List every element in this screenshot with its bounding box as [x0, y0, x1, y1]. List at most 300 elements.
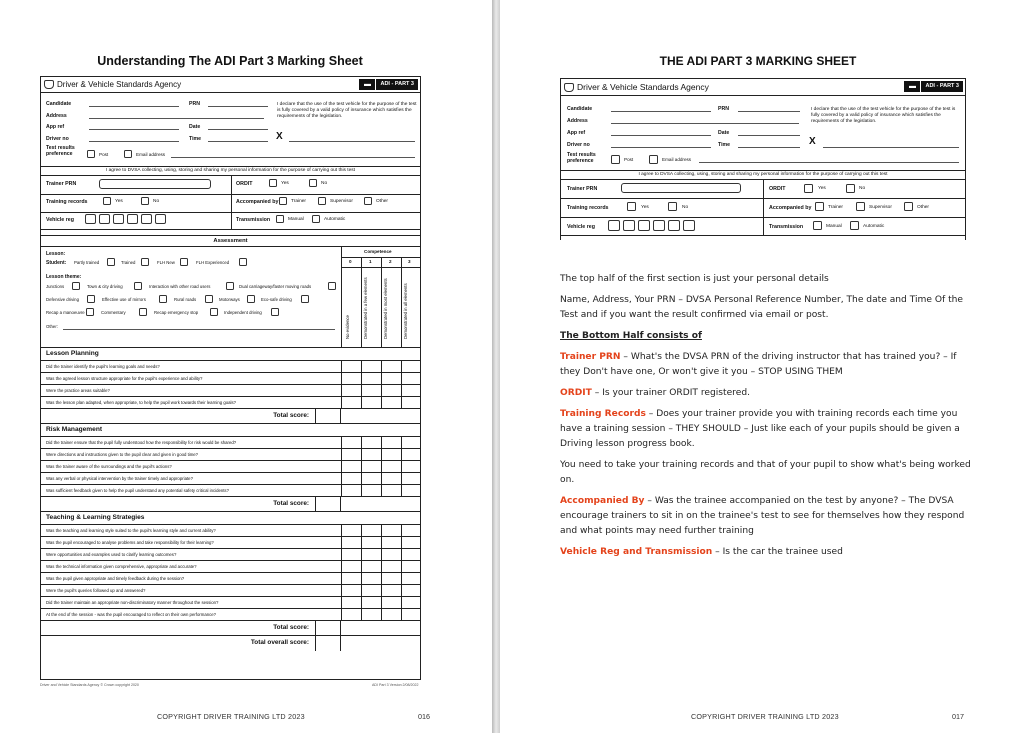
automatic-checkbox[interactable] — [850, 221, 859, 230]
student-label: Student: — [46, 260, 67, 266]
reg-char-box[interactable] — [99, 214, 110, 224]
total-score-row — [41, 409, 420, 424]
student-checkbox[interactable] — [141, 258, 149, 266]
score-cell[interactable] — [341, 473, 361, 484]
score-cell[interactable] — [341, 385, 361, 396]
score-cell[interactable] — [401, 461, 421, 472]
supervisor-label: Supervisor — [869, 205, 892, 210]
manual-label: Manual — [288, 217, 304, 222]
accompanied-by-label: Accompanied by — [769, 205, 812, 211]
highlight-term: Accompanied By — [560, 496, 645, 506]
question-text: Was the lesson plan adapted, when appropriate, to help the pupil work towards their learning goals? — [46, 400, 236, 405]
score-cell[interactable] — [361, 549, 381, 560]
theme-checkbox[interactable] — [159, 295, 167, 303]
app-ref-label: App ref — [46, 124, 65, 130]
competence-title: Competence — [364, 249, 392, 254]
date-field[interactable] — [208, 129, 268, 130]
theme-option: Effective use of mirrors — [102, 297, 146, 302]
score-cell[interactable] — [381, 549, 401, 560]
theme-checkbox[interactable] — [139, 308, 147, 316]
paragraph — [560, 545, 972, 560]
highlight-term: ORDIT — [560, 388, 592, 398]
competence-col-2: 2 — [389, 259, 392, 264]
score-cell[interactable] — [381, 473, 401, 484]
paragraph-text: – Was the trainee accompanied on the test by anyone? – The DVSA encourage trainers to sit in on the trainee's test to see for themselves how they respond and what points may need further training — [560, 496, 965, 536]
other-label: Other — [917, 205, 929, 210]
time-label: Time — [189, 136, 202, 142]
question-text: Was the teaching and learning style suited to the pupil's learning style and current ability? — [46, 528, 216, 533]
other-label: Other — [376, 199, 388, 204]
date-field[interactable] — [738, 135, 800, 136]
score-cell[interactable] — [401, 525, 421, 536]
marking-sheet-excerpt — [560, 78, 966, 240]
question-row — [41, 549, 420, 561]
score-cell[interactable] — [401, 397, 421, 408]
score-cell[interactable] — [401, 473, 421, 484]
theme-checkbox[interactable] — [247, 295, 255, 303]
score-cell[interactable] — [361, 525, 381, 536]
score-cell[interactable] — [381, 537, 401, 548]
score-cell[interactable] — [401, 485, 421, 496]
competence-label-0: No evidence — [345, 315, 350, 339]
theme-checkbox[interactable] — [205, 295, 213, 303]
reg-char-box[interactable] — [608, 220, 620, 231]
theme-checkbox[interactable] — [86, 308, 94, 316]
score-cell[interactable] — [381, 437, 401, 448]
column-line — [341, 247, 342, 347]
records-yes-checkbox[interactable] — [627, 202, 636, 211]
score-cell[interactable] — [381, 609, 401, 620]
time-label: Time — [718, 142, 731, 148]
records-no-checkbox[interactable] — [668, 202, 677, 211]
score-cell[interactable] — [361, 385, 381, 396]
student-option: Trained — [121, 260, 136, 265]
assessment-title: Assessment — [41, 236, 420, 247]
column-line — [401, 257, 402, 347]
highlight-term: Training Records — [560, 409, 646, 419]
reg-char-box[interactable] — [85, 214, 96, 224]
score-cell[interactable] — [381, 385, 401, 396]
left-page — [0, 0, 492, 733]
ordit-yes-label: Yes — [281, 181, 289, 186]
signature-field[interactable] — [289, 141, 415, 142]
email-checkbox[interactable] — [649, 155, 658, 164]
question-text: Did the trainer maintain an appropriate non-discriminatory manner throughout the session? — [46, 600, 219, 605]
records-yes-label: Yes — [641, 205, 649, 210]
marking-sheet — [40, 76, 421, 680]
address-field[interactable] — [611, 123, 799, 124]
declaration-text: I declare that the use of the test vehicle for the purpose of the test is fully covered by a valid policy of insurance which satisfies the requirements of the legislation. — [277, 102, 417, 119]
agency-name: Driver & Vehicle Standards Agency — [57, 80, 182, 89]
app-ref-label: App ref — [567, 130, 586, 136]
reg-char-box[interactable] — [623, 220, 635, 231]
question-row — [41, 461, 420, 473]
agency-logo — [44, 80, 181, 89]
highlight-term: Vehicle Reg and Transmission — [560, 547, 713, 557]
question-row — [41, 561, 420, 573]
reg-char-box[interactable] — [155, 214, 166, 224]
lesson-block — [41, 247, 420, 348]
copyright-text: COPYRIGHT DRIVER TRAINING LTD 2023 — [157, 712, 305, 721]
lesson-label: Lesson: — [46, 251, 66, 257]
total-score-box[interactable] — [315, 497, 341, 511]
divider — [341, 267, 420, 268]
email-field[interactable] — [699, 162, 959, 163]
supervisor-checkbox[interactable] — [856, 202, 865, 211]
email-checkbox[interactable] — [124, 150, 132, 158]
total-score-row — [41, 497, 420, 512]
address-label: Address — [46, 113, 67, 119]
theme-checkbox[interactable] — [301, 295, 309, 303]
score-cell[interactable] — [401, 585, 421, 596]
ordit-label: ORDIT — [236, 181, 253, 187]
post-checkbox[interactable] — [611, 155, 620, 164]
other-checkbox[interactable] — [904, 202, 913, 211]
manual-label: Manual — [826, 224, 842, 229]
score-cell[interactable] — [401, 361, 421, 372]
score-cell[interactable] — [361, 461, 381, 472]
competence-col-1: 1 — [369, 259, 372, 264]
prn-field[interactable] — [208, 106, 268, 107]
theme-option: Dual carriageway/faster moving roads — [239, 284, 312, 289]
trainer-prn-label: Trainer PRN — [46, 181, 77, 187]
theme-checkbox[interactable] — [210, 308, 218, 316]
theme-checkbox[interactable] — [72, 282, 80, 290]
time-field[interactable] — [208, 141, 268, 142]
student-option: Partly trained — [74, 260, 100, 265]
manual-checkbox[interactable] — [276, 215, 284, 223]
question-row — [41, 573, 420, 585]
theme-checkbox[interactable] — [271, 308, 279, 316]
question-row — [41, 397, 420, 409]
reg-char-box[interactable] — [683, 220, 695, 231]
question-row — [41, 385, 420, 397]
score-cell[interactable] — [401, 385, 421, 396]
driver-no-field[interactable] — [611, 147, 711, 148]
score-cell[interactable] — [341, 561, 361, 572]
automatic-label: Automatic — [324, 217, 346, 222]
score-cell[interactable] — [341, 397, 361, 408]
divider — [341, 257, 420, 258]
explanation-text — [560, 272, 972, 566]
address-label: Address — [567, 118, 588, 124]
score-cell[interactable] — [341, 597, 361, 608]
training-records-label: Training records — [46, 199, 88, 205]
score-cell[interactable] — [401, 437, 421, 448]
transmission-label: Transmission — [236, 217, 271, 223]
other-theme-label: Other: — [46, 324, 58, 329]
score-cell[interactable] — [361, 597, 381, 608]
assessment-sections — [41, 348, 420, 651]
address-field[interactable] — [89, 118, 264, 119]
score-cell[interactable] — [401, 549, 421, 560]
driver-no-field[interactable] — [89, 141, 179, 142]
trainer-prn-field[interactable] — [621, 183, 741, 193]
supervisor-checkbox[interactable] — [318, 197, 326, 205]
theme-option: Independent driving — [224, 310, 262, 315]
divider — [561, 217, 965, 218]
section-heading: Lesson Planning — [41, 348, 420, 361]
paragraph-text: – Does your trainer provide you with training records each time you have a training session – THEY SHOULD – Just like each of your pupils should be given a Driving lesson progress book. — [560, 409, 960, 449]
score-cell[interactable] — [381, 525, 401, 536]
records-no-checkbox[interactable] — [141, 197, 149, 205]
score-cell[interactable] — [341, 449, 361, 460]
copyright-text: COPYRIGHT DRIVER TRAINING LTD 2023 — [691, 712, 839, 721]
score-cell[interactable] — [361, 609, 381, 620]
prn-field[interactable] — [738, 111, 800, 112]
question-text: Was the pupil encouraged to analyse problems and take responsibility for their learning? — [46, 540, 214, 545]
score-cell[interactable] — [401, 537, 421, 548]
score-cell[interactable] — [361, 561, 381, 572]
signature-field[interactable] — [823, 147, 959, 148]
theme-option: Defensive driving — [46, 297, 79, 302]
divider — [41, 194, 420, 195]
score-cell[interactable] — [381, 449, 401, 460]
score-cell[interactable] — [341, 361, 361, 372]
theme-option: Junctions — [46, 284, 65, 289]
paragraph-text: – Is the car the trainee used — [712, 547, 843, 557]
page-number: 016 — [418, 712, 430, 721]
question-text: Was the trainer aware of the surroundings and the pupil's actions? — [46, 464, 172, 469]
score-cell[interactable] — [381, 361, 401, 372]
paragraph — [560, 494, 972, 539]
theme-option: Recap a manoeuvre — [46, 310, 85, 315]
score-cell[interactable] — [361, 573, 381, 584]
total-score-box[interactable] — [315, 621, 341, 635]
candidate-field[interactable] — [89, 106, 179, 107]
other-checkbox[interactable] — [364, 197, 372, 205]
question-text: Were opportunities and examples used to clarify learning outcomes? — [46, 552, 177, 557]
score-cell[interactable] — [341, 585, 361, 596]
total-score-box[interactable] — [315, 409, 341, 423]
score-cell[interactable] — [341, 373, 361, 384]
page-number: 017 — [952, 712, 964, 721]
test-results-label: Test results preference — [567, 152, 596, 164]
trainer-section — [561, 180, 965, 236]
competence-label-3: Demonstrated in all elements — [403, 283, 408, 339]
reg-char-box[interactable] — [653, 220, 665, 231]
accompanied-by-label: Accompanied by — [236, 199, 279, 205]
trainer-opt-label: Trainer — [291, 199, 307, 204]
ordit-no-checkbox[interactable] — [846, 184, 855, 193]
paragraph: You need to take your training records and that of your pupil to show what's being worked on. — [560, 460, 971, 485]
car-icon: ▬ — [359, 79, 375, 90]
adi-tag-label: ADI - PART 3 — [920, 81, 963, 92]
question-row — [41, 485, 420, 497]
question-text: Was the agreed lesson structure appropriate for the pupil's experience and ability? — [46, 376, 203, 381]
email-label: Email address — [662, 157, 692, 162]
divider — [561, 198, 965, 199]
overall-score-box[interactable] — [315, 636, 341, 651]
automatic-checkbox[interactable] — [312, 215, 320, 223]
paragraph — [560, 386, 972, 401]
adi-tag-label: ADI - PART 3 — [375, 79, 418, 90]
score-cell[interactable] — [361, 585, 381, 596]
score-cell[interactable] — [381, 597, 401, 608]
post-label: Post — [99, 152, 109, 157]
question-row — [41, 537, 420, 549]
score-cell[interactable] — [341, 525, 361, 536]
theme-option: Interaction with other road users — [149, 284, 211, 289]
divider — [763, 180, 764, 235]
ordit-no-label: No — [859, 186, 866, 191]
email-label: Email address — [136, 152, 166, 157]
score-cell[interactable] — [361, 473, 381, 484]
score-cell[interactable] — [361, 537, 381, 548]
section-heading: Teaching & Learning Strategies — [41, 512, 420, 525]
question-row — [41, 373, 420, 385]
app-ref-field[interactable] — [611, 135, 711, 136]
score-cell[interactable] — [361, 485, 381, 496]
manual-checkbox[interactable] — [813, 221, 822, 230]
competence-col-3: 3 — [408, 259, 411, 264]
student-option: FLH Experienced — [196, 260, 230, 265]
score-cell[interactable] — [341, 609, 361, 620]
question-text: At the end of the session - was the pupil encouraged to reflect on their own performance? — [46, 612, 217, 617]
supervisor-label: Supervisor — [330, 199, 353, 204]
theme-checkbox[interactable] — [134, 282, 142, 290]
score-cell[interactable] — [361, 437, 381, 448]
score-cell[interactable] — [401, 561, 421, 572]
score-cell[interactable] — [381, 573, 401, 584]
score-cell[interactable] — [401, 373, 421, 384]
paragraph-text: – Is your trainer ORDIT registered. — [591, 388, 750, 398]
right-page — [500, 0, 1016, 733]
highlight-term: Trainer PRN — [560, 352, 621, 362]
page-title: Understanding The ADI Part 3 Marking Sheet — [97, 54, 363, 68]
question-row — [41, 525, 420, 537]
student-checkbox[interactable] — [180, 258, 188, 266]
automatic-label: Automatic — [863, 224, 885, 229]
competence-label-2: Demonstrated in most elements — [383, 278, 388, 339]
sheet-header — [41, 77, 420, 93]
reg-char-box[interactable] — [141, 214, 152, 224]
vehicle-reg-label: Vehicle reg — [567, 224, 595, 230]
paragraph: The top half of the first section is just your personal details — [560, 274, 829, 284]
lesson-theme-label: Lesson theme: — [46, 274, 82, 280]
transmission-label: Transmission — [769, 224, 804, 230]
score-cell[interactable] — [381, 585, 401, 596]
app-ref-field[interactable] — [89, 129, 179, 130]
score-cell[interactable] — [381, 397, 401, 408]
records-no-label: No — [682, 205, 689, 210]
score-cell[interactable] — [401, 609, 421, 620]
question-text: Were the practice areas suitable? — [46, 388, 110, 393]
reg-char-box[interactable] — [113, 214, 124, 224]
theme-option: Motorways — [219, 297, 240, 302]
email-field[interactable] — [171, 157, 415, 158]
score-cell[interactable] — [341, 537, 361, 548]
question-text: Was the pupil given appropriate and timely feedback during the session? — [46, 576, 185, 581]
reg-char-box[interactable] — [127, 214, 138, 224]
candidate-label: Candidate — [567, 106, 593, 112]
records-yes-label: Yes — [115, 199, 123, 204]
score-cell[interactable] — [361, 361, 381, 372]
score-cell[interactable] — [341, 549, 361, 560]
ordit-yes-checkbox[interactable] — [804, 184, 813, 193]
ordit-yes-checkbox[interactable] — [269, 179, 277, 187]
driver-no-label: Driver no — [46, 136, 69, 142]
time-field[interactable] — [738, 147, 800, 148]
score-cell[interactable] — [401, 573, 421, 584]
total-score-label: Total score: — [273, 412, 309, 419]
sheet-header — [561, 79, 965, 96]
post-checkbox[interactable] — [87, 150, 95, 158]
divider — [41, 212, 420, 213]
score-cell[interactable] — [361, 449, 381, 460]
score-cell[interactable] — [341, 573, 361, 584]
ordit-no-checkbox[interactable] — [309, 179, 317, 187]
question-row — [41, 597, 420, 609]
date-label: Date — [718, 130, 730, 136]
consent-text: I agree to DVSA collecting, using, storing and sharing my personal information for the purpose of carrying out this test — [561, 170, 965, 179]
candidate-field[interactable] — [611, 111, 711, 112]
score-cell[interactable] — [401, 449, 421, 460]
score-cell[interactable] — [381, 561, 401, 572]
theme-checkbox[interactable] — [226, 282, 234, 290]
score-cell[interactable] — [341, 437, 361, 448]
other-theme-field[interactable] — [63, 329, 335, 330]
question-text: Did the trainer identify the pupil's learning goals and needs? — [46, 364, 160, 369]
score-cell[interactable] — [381, 461, 401, 472]
crest-icon — [564, 83, 574, 92]
score-cell[interactable] — [401, 597, 421, 608]
ordit-no-label: No — [321, 181, 328, 186]
agency-name: Driver & Vehicle Standards Agency — [577, 82, 709, 92]
trainer-prn-field[interactable] — [99, 179, 211, 189]
signature-x: X — [276, 131, 283, 142]
records-yes-checkbox[interactable] — [103, 197, 111, 205]
records-no-label: No — [153, 199, 160, 204]
reg-char-box[interactable] — [638, 220, 650, 231]
paragraph-text: – What's the DVSA PRN of the driving instructor that has trained you? – If they Don't have one, Or won't give it you – STOP USING THEM — [560, 352, 957, 377]
trainer-opt-label: Trainer — [828, 205, 844, 210]
question-row — [41, 585, 420, 597]
trainer-checkbox[interactable] — [279, 197, 287, 205]
paragraph: Name, Address, Your PRN – DVSA Personal Reference Number, The date and Time Of the Test and if you want the result confirmed via email or post. — [560, 295, 964, 320]
theme-option: Recap emergency stop — [154, 310, 199, 315]
score-cell[interactable] — [381, 485, 401, 496]
theme-option: Commentary — [101, 310, 126, 315]
score-cell[interactable] — [361, 373, 381, 384]
car-icon: ▬ — [904, 81, 920, 92]
score-cell[interactable] — [341, 461, 361, 472]
reg-char-box[interactable] — [668, 220, 680, 231]
score-cell[interactable] — [341, 485, 361, 496]
divider — [231, 176, 232, 229]
adi-tag — [359, 79, 418, 90]
competence-label-1: Demonstrated in a few elements — [363, 277, 368, 339]
total-score-label: Total score: — [273, 624, 309, 631]
theme-checkbox[interactable] — [328, 282, 336, 290]
candidate-section — [41, 93, 420, 176]
ordit-label: ORDIT — [769, 186, 786, 192]
student-checkbox[interactable] — [239, 258, 247, 266]
theme-option: Eco-safe driving — [261, 297, 292, 302]
post-label: Post — [624, 157, 634, 162]
student-checkbox[interactable] — [107, 258, 115, 266]
score-cell[interactable] — [361, 397, 381, 408]
question-text: Was sufficient feedback given to help the pupil understand any potential safety critical incidents? — [46, 488, 229, 493]
competence-col-0: 0 — [349, 259, 352, 264]
candidate-label: Candidate — [46, 101, 72, 107]
score-cell[interactable] — [381, 373, 401, 384]
trainer-section — [41, 176, 420, 230]
paragraph — [560, 350, 972, 380]
theme-option: Town & city driving — [87, 284, 123, 289]
theme-checkbox[interactable] — [87, 295, 95, 303]
trainer-checkbox[interactable] — [815, 202, 824, 211]
